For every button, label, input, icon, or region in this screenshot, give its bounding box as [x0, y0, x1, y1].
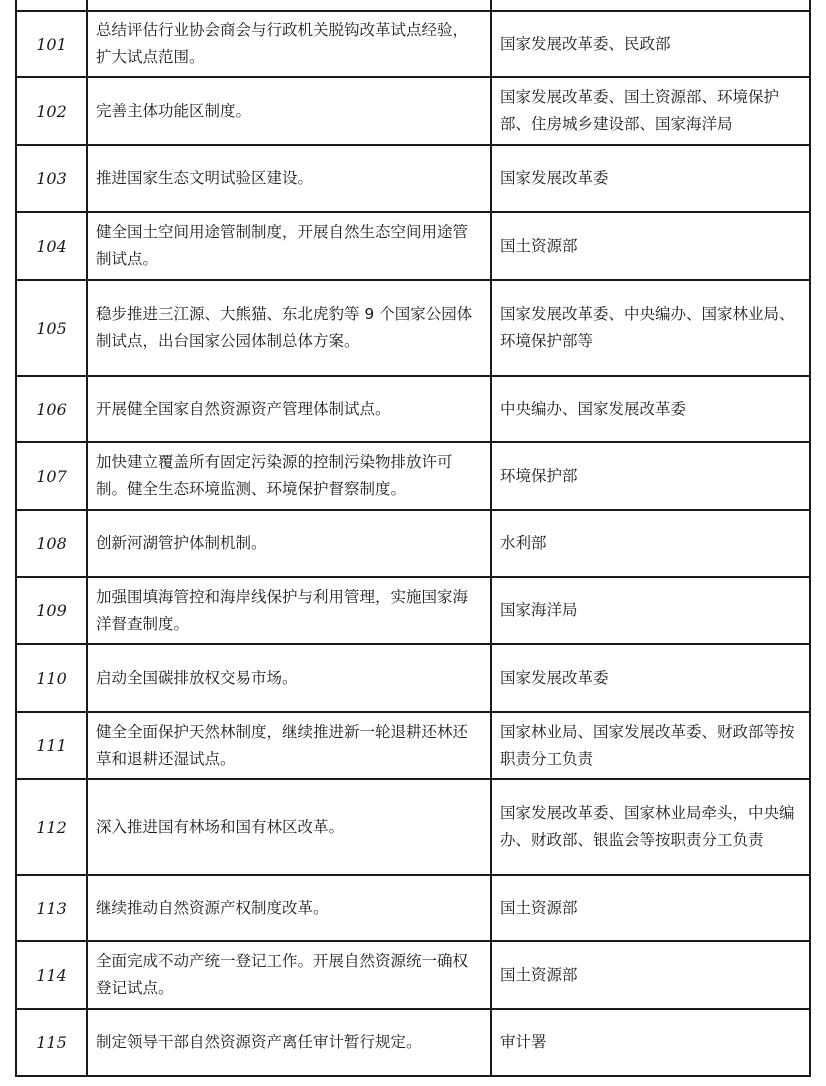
department-cell: 国家发展改革委、民政部: [491, 11, 810, 77]
task-cell: 全面完成不动产统一登记工作。开展自然资源统一确权登记试点。: [87, 941, 491, 1009]
task-cell: 推进国家生态文明试验区建设。: [87, 145, 491, 212]
table-row: [16, 1009, 810, 1076]
row-number: 103: [16, 145, 87, 212]
table-row: [16, 145, 810, 212]
row-number: [16, 0, 87, 11]
row-number: 115: [16, 1009, 87, 1076]
table-row: [16, 442, 810, 510]
table-row: [16, 577, 810, 644]
table-row: [16, 510, 810, 577]
table-row: [16, 0, 810, 11]
row-number: 108: [16, 510, 87, 577]
table-row: [16, 212, 810, 280]
department-cell: 国家发展改革委、国家林业局牵头，中央编办、财政部、银监会等按职责分工负责: [491, 779, 810, 875]
table-row: [16, 11, 810, 77]
department-cell: [491, 0, 810, 11]
task-cell: 创新河湖管护体制机制。: [87, 510, 491, 577]
department-cell: 国土资源部: [491, 941, 810, 1009]
department-cell: 国土资源部: [491, 875, 810, 941]
row-number: 111: [16, 712, 87, 779]
table-row: [16, 712, 810, 779]
task-cell: 启动全国碳排放权交易市场。: [87, 644, 491, 712]
task-cell: 开展健全国家自然资源资产管理体制试点。: [87, 376, 491, 442]
task-cell: 稳步推进三江源、大熊猫、东北虎豹等 9 个国家公园体制试点，出台国家公园体制总体方案。: [87, 280, 491, 376]
row-number: 113: [16, 875, 87, 941]
reform-task-table: [15, 0, 811, 1077]
department-cell: 国家发展改革委: [491, 644, 810, 712]
task-cell: 健全国土空间用途管制制度，开展自然生态空间用途管制试点。: [87, 212, 491, 280]
department-cell: 审计署: [491, 1009, 810, 1076]
department-cell: 中央编办、国家发展改革委: [491, 376, 810, 442]
department-cell: 国家海洋局: [491, 577, 810, 644]
task-cell: 加快建立覆盖所有固定污染源的控制污染物排放许可制。健全生态环境监测、环境保护督察制度。: [87, 442, 491, 510]
task-cell: 继续推动自然资源产权制度改革。: [87, 875, 491, 941]
task-cell: 深入推进国有林场和国有林区改革。: [87, 779, 491, 875]
department-cell: 国家发展改革委、中央编办、国家林业局、环境保护部等: [491, 280, 810, 376]
row-number: 107: [16, 442, 87, 510]
row-number: 106: [16, 376, 87, 442]
table-row: [16, 779, 810, 875]
row-number: 114: [16, 941, 87, 1009]
task-cell: 制定领导干部自然资源资产离任审计暂行规定。: [87, 1009, 491, 1076]
task-cell: 总结评估行业协会商会与行政机关脱钩改革试点经验，扩大试点范围。: [87, 11, 491, 77]
department-cell: 水利部: [491, 510, 810, 577]
department-cell: 环境保护部: [491, 442, 810, 510]
table-row: [16, 280, 810, 376]
task-cell: 加强围填海管控和海岸线保护与利用管理，实施国家海洋督查制度。: [87, 577, 491, 644]
table-row: [16, 77, 810, 145]
table-row: [16, 941, 810, 1009]
table-row: [16, 644, 810, 712]
table-row: [16, 875, 810, 941]
row-number: 104: [16, 212, 87, 280]
row-number: 101: [16, 11, 87, 77]
row-number: 112: [16, 779, 87, 875]
department-cell: 国家发展改革委、国土资源部、环境保护部、住房城乡建设部、国家海洋局: [491, 77, 810, 145]
task-cell: 健全全面保护天然林制度，继续推进新一轮退耕还林还草和退耕还湿试点。: [87, 712, 491, 779]
row-number: 105: [16, 280, 87, 376]
task-cell: 完善主体功能区制度。: [87, 77, 491, 145]
department-cell: 国家发展改革委: [491, 145, 810, 212]
row-number: 102: [16, 77, 87, 145]
row-number: 110: [16, 644, 87, 712]
task-cell: [87, 0, 491, 11]
department-cell: 国家林业局、国家发展改革委、财政部等按职责分工负责: [491, 712, 810, 779]
department-cell: 国土资源部: [491, 212, 810, 280]
table-row: [16, 376, 810, 442]
row-number: 109: [16, 577, 87, 644]
